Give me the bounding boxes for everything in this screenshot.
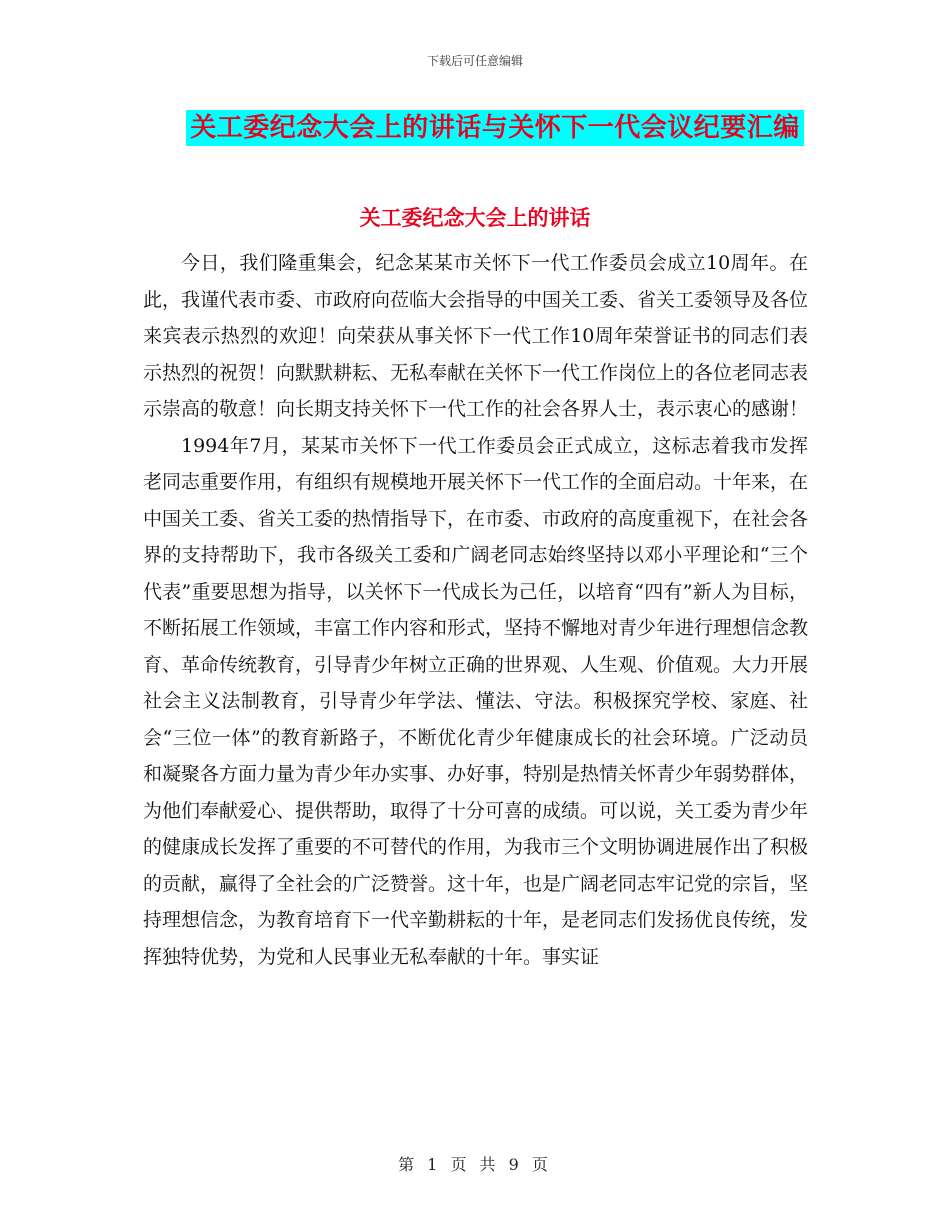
main-title-container	[0, 110, 950, 146]
section-title: 关工委纪念大会上的讲话	[359, 205, 591, 230]
page-number-footer: 第 1 页 共 9 页	[398, 1155, 552, 1174]
page-header-note: 下载后可任意编辑	[426, 54, 523, 68]
paragraph-2: 1994年7月，某某市关怀下一代工作委员会正式成立，这标志着我市发挥老同志重要作用，有组织有规模地开展关怀下一代工作的全面启动。十年来，在中国关工委、省关工委的热情指导下，在市委、市政府的高度重视下，在社会各界的支持帮助下，我市各级关工委和广阔老同志始终坚持以邓小平理论和“三个代表”重要思想为指导，以关怀下一代成长为己任，以培育“四有”新人为目标，不断拓展工作领域，丰富工作内容和形式，坚持不懈地对青少年进行理想信念教育、革命传统教育，引导青少年树立正确的世界观、人生观、价值观。大力开展社会主义法制教育，引导青少年学法、懂法、守法。积极探究学校、家庭、社会“三位一体”的教育新路子，不断优化青少年健康成长的社会环境。广泛动员和凝聚各方面力量为青少年办实事、办好事，特别是热情关怀青少年弱势群体，为他们奉献爱心、提供帮助，取得了十分可喜的成绩。可以说，关工委为青少年的健康成长发挥了重要的不可替代的作用，为我市三个文明协调进展作出了积极的贡献，赢得了全社会的广泛赞誉。这十年，也是广阔老同志牢记党的宗旨，坚持理想信念，为教育培育下一代辛勤耕耘的十年，是老同志们发扬优良传统，发挥独特优势，为党和人民事业无私奉献的十年。事实证	[143, 434, 809, 968]
document-body	[143, 245, 808, 975]
main-title: 关工委纪念大会上的讲话与关怀下一代会议纪要汇编	[186, 110, 804, 146]
paragraph-1: 今日，我们隆重集会，纪念某某市关怀下一代工作委员会成立10周年。在此，我谨代表市委、市政府向莅临大会指导的中国关工委、省关工委领导及各位来宾表示热烈的欢迎！向荣获从事关怀下一代工作10周年荣誉证书的同志们表示热烈的祝贺！向默默耕耘、无私奉献在关怀下一代工作岗位上的各位老同志表示崇高的敬意！向长期支持关怀下一代工作的社会各界人士，表示衷心的感谢！	[143, 252, 809, 420]
